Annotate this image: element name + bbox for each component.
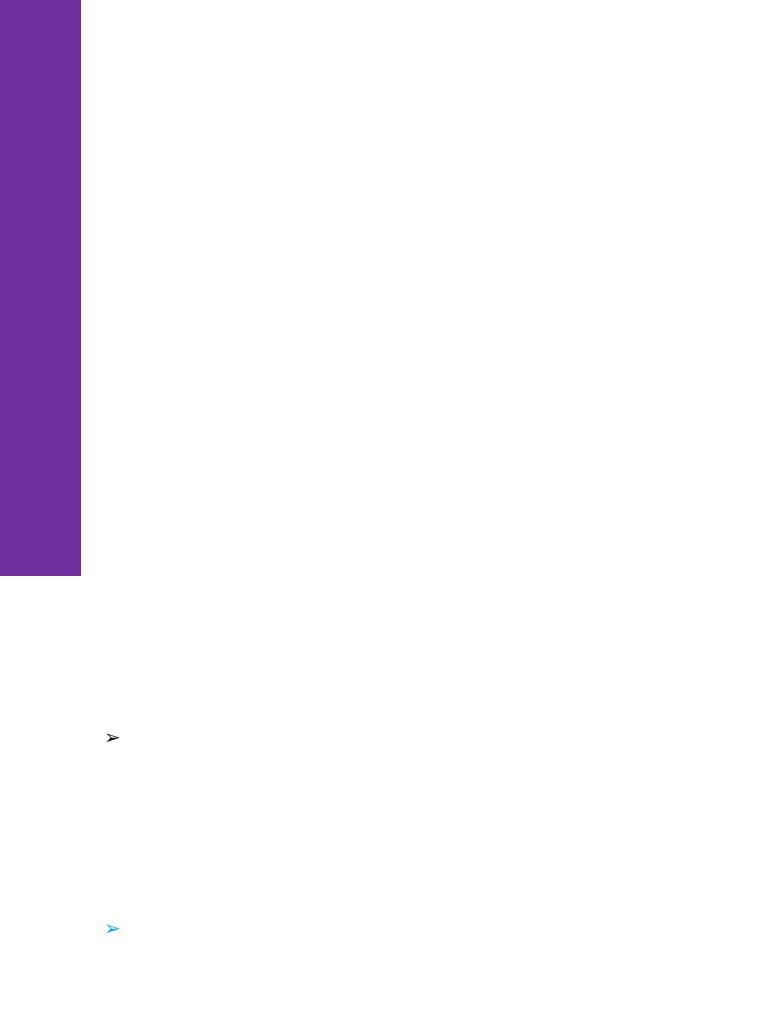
arrow-bullet-icon: ➢ <box>104 725 121 749</box>
purple-accent-bar <box>0 0 81 576</box>
decorative-color-stripes-left <box>0 576 40 1024</box>
decorative-color-stripes <box>81 0 768 76</box>
arrow-bullet-icon: ➢ <box>104 916 121 940</box>
content-slide <box>0 576 768 1024</box>
